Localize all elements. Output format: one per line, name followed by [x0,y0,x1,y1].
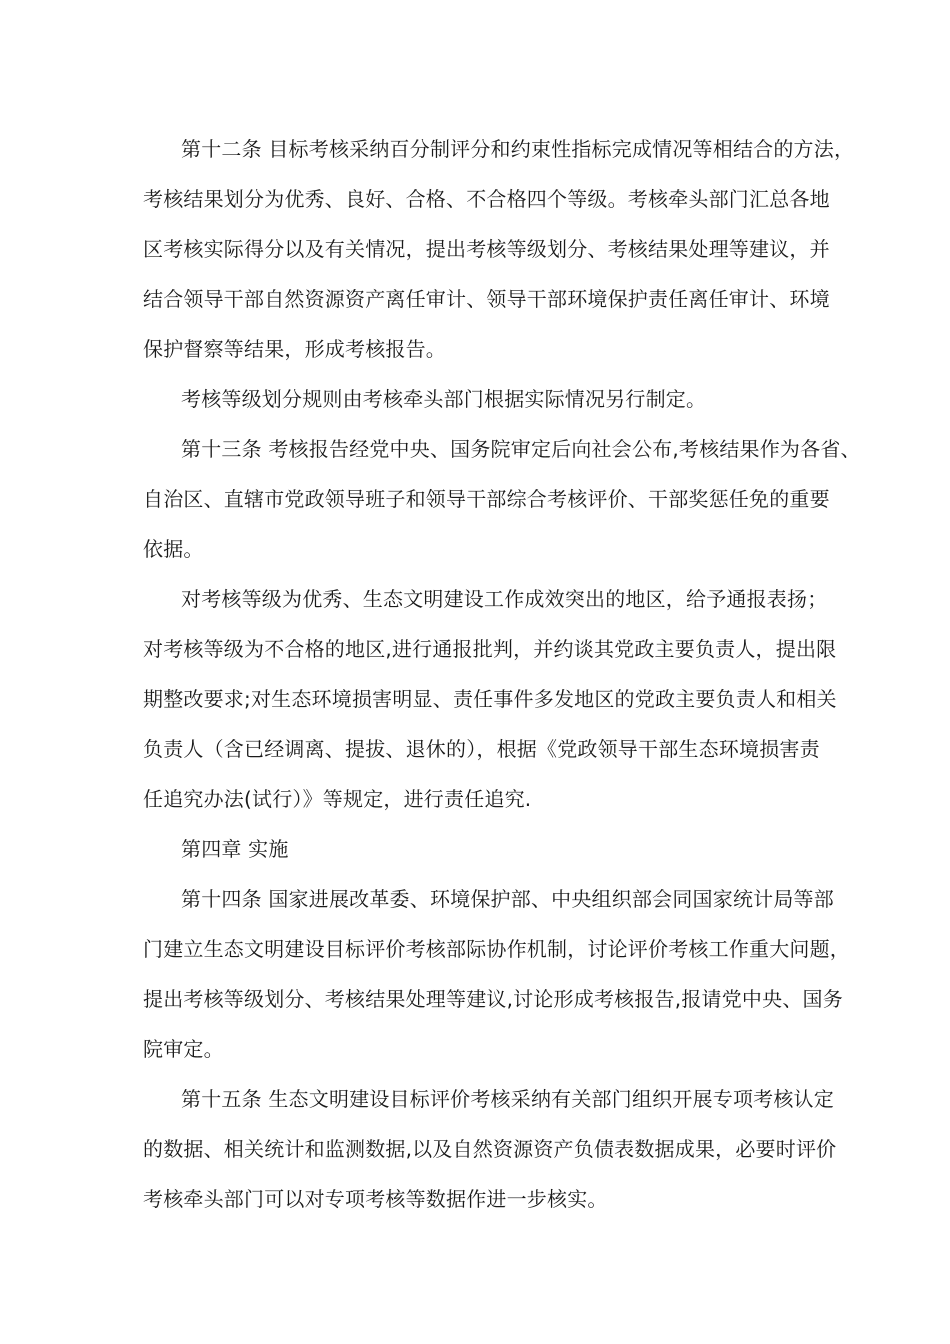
text-line: 自治区、直辖市党政领导班子和领导干部综合考核评价、干部奖惩任免的重要 [143,487,830,511]
text-line: 提出考核等级划分、考核结果处理等建议,讨论形成考核报告,报请党中央、国务 [143,987,843,1011]
text-line: 的数据、相关统计和监测数据,以及自然资源资产负债表数据成果，必要时评价 [143,1137,837,1161]
text-line: 对考核等级为优秀、生态文明建设工作成效突出的地区，给予通报表扬； [181,587,828,611]
text-line: 对考核等级为不合格的地区,进行通报批判，并约谈其党政主要负责人，提出限 [143,637,837,661]
text-line: 负责人（含已经调离、提拔、退休的），根据《党政领导干部生态环境损害责 [143,737,820,761]
text-line: 门建立生态文明建设目标评价考核部际协作机制，讨论评价考核工作重大问题， [143,937,850,961]
text-line: 第十五条 生态文明建设目标评价考核采纳有关部门组织开展专项考核认定 [181,1087,834,1111]
text-line: 考核牵头部门可以对专项考核等数据作进一步核实。 [143,1187,608,1211]
text-line: 考核等级划分规则由考核牵头部门根据实际情况另行制定。 [181,387,707,411]
text-line: 第十三条 考核报告经党中央、国务院审定后向社会公布,考核结果作为各省、 [181,437,861,461]
text-line: 第十二条 目标考核采纳百分制评分和约束性指标完成情况等相结合的方法， [181,137,855,161]
text-line: 任追究办法(试行）》等规定，进行责任追究. [143,787,532,811]
text-line: 期整改要求;对生态环境损害明显、责任事件多发地区的党政主要负责人和相关 [143,687,837,711]
text-line: 第十四条 国家进展改革委、环境保护部、中央组织部会同国家统计局等部 [181,887,834,911]
text-line: 区考核实际得分以及有关情况，提出考核等级划分、考核结果处理等建议，并 [143,237,830,261]
text-line: 保护督察等结果，形成考核报告。 [143,337,446,361]
chapter-heading: 第四章 实施 [181,837,289,861]
text-line: 院审定。 [143,1037,224,1061]
text-line: 考核结果划分为优秀、良好、合格、不合格四个等级。考核牵头部门汇总各地 [143,187,830,211]
text-line: 结合领导干部自然资源资产离任审计、领导干部环境保护责任离任审计、环境 [143,287,830,311]
text-line: 依据。 [143,537,204,561]
